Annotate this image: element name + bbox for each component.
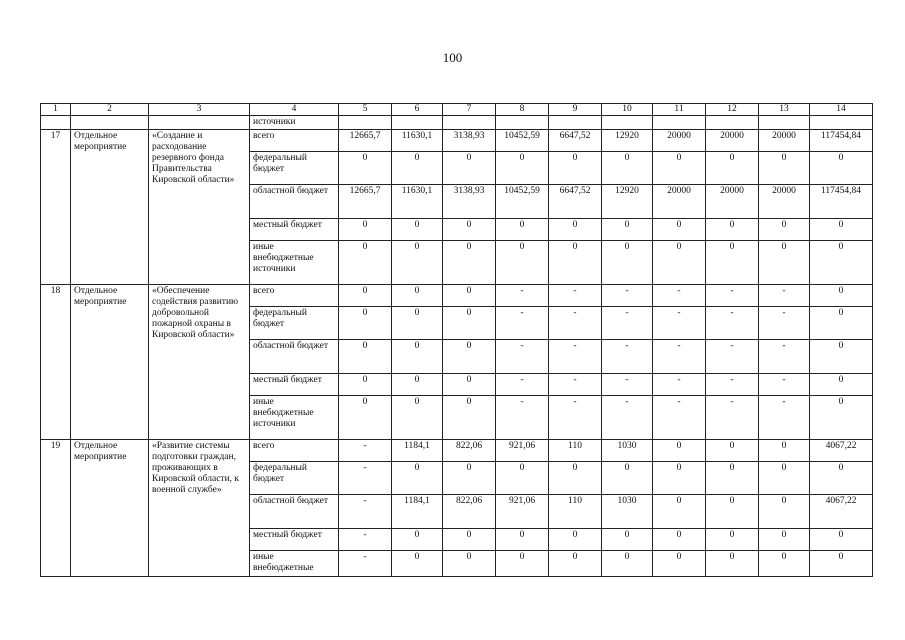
cell-value: - xyxy=(339,495,392,529)
cell-value: 0 xyxy=(443,219,496,241)
column-header-5: 5 xyxy=(339,104,392,116)
column-header-11: 11 xyxy=(653,104,706,116)
cell-value: - xyxy=(759,307,810,340)
header-row xyxy=(41,104,873,116)
cell-value: 0 xyxy=(653,529,706,551)
cell-value: 0 xyxy=(706,219,759,241)
cell-value: 1184,1 xyxy=(392,495,443,529)
cell-no: 18 xyxy=(41,285,71,440)
cell-source: иные внебюджетные xyxy=(250,551,339,577)
cell-value: 0 xyxy=(443,529,496,551)
table-row xyxy=(41,440,873,462)
cell-value: 0 xyxy=(339,307,392,340)
cell-name: «Развитие системы подготовки граждан, проживающих в Кировской области, к военной службе» xyxy=(149,440,250,577)
cell-name: «Обеспечение содействия развитию добровольной пожарной охраны в Кировской области» xyxy=(149,285,250,440)
cell-value: - xyxy=(759,396,810,440)
cell-value: 822,06 xyxy=(443,495,496,529)
column-header-7: 7 xyxy=(443,104,496,116)
cell-value: - xyxy=(602,396,653,440)
cell-value: 0 xyxy=(810,396,873,440)
cell-value: - xyxy=(549,307,602,340)
cell-value: 0 xyxy=(392,340,443,374)
cell-source: источники xyxy=(250,116,339,130)
cell-value: 0 xyxy=(706,152,759,185)
cell-value: 0 xyxy=(602,529,653,551)
cell-value: 6647,52 xyxy=(549,185,602,219)
column-header-10: 10 xyxy=(602,104,653,116)
cell-value: - xyxy=(496,374,549,396)
cell-value: 0 xyxy=(653,495,706,529)
cell-no: 19 xyxy=(41,440,71,577)
cell-value: 0 xyxy=(443,551,496,577)
column-header-6: 6 xyxy=(392,104,443,116)
cell-value: 1030 xyxy=(602,440,653,462)
cell-value: 0 xyxy=(810,551,873,577)
cell-value: 10452,59 xyxy=(496,130,549,152)
cell-value: 0 xyxy=(602,219,653,241)
column-header-1: 1 xyxy=(41,104,71,116)
cell-value: - xyxy=(602,307,653,340)
cell-source: федеральный бюджет xyxy=(250,462,339,495)
cell-value: 4067,22 xyxy=(810,440,873,462)
cell-value: 921,06 xyxy=(496,440,549,462)
cell-value: 0 xyxy=(392,374,443,396)
cell-no xyxy=(41,116,71,130)
cell-value: 0 xyxy=(759,440,810,462)
cell-value: 0 xyxy=(549,462,602,495)
cell-value: - xyxy=(549,340,602,374)
cell-value: 0 xyxy=(653,241,706,285)
column-header-14: 14 xyxy=(810,104,873,116)
cell-value: 0 xyxy=(706,551,759,577)
cell-value: - xyxy=(339,529,392,551)
cell-value: 0 xyxy=(810,307,873,340)
cell-value: - xyxy=(496,285,549,307)
cell-value: 0 xyxy=(392,551,443,577)
cell-source: всего xyxy=(250,130,339,152)
cell-source: местный бюджет xyxy=(250,219,339,241)
table-body xyxy=(41,116,873,577)
cell-value: 0 xyxy=(810,340,873,374)
cell-value: 0 xyxy=(759,219,810,241)
cell-value: 0 xyxy=(443,307,496,340)
cell-value: 0 xyxy=(496,241,549,285)
cell-value: 0 xyxy=(653,462,706,495)
cell-value: 0 xyxy=(706,529,759,551)
cell-value: 0 xyxy=(392,307,443,340)
cell-value: 0 xyxy=(496,551,549,577)
table-row xyxy=(41,285,873,307)
cell-name: «Создание и расходование резервного фонда Правительства Кировской области» xyxy=(149,130,250,285)
cell-value: 0 xyxy=(496,529,549,551)
cell-value: 0 xyxy=(339,374,392,396)
cell-value: - xyxy=(496,307,549,340)
cell-source: местный бюджет xyxy=(250,374,339,396)
cell-source: федеральный бюджет xyxy=(250,307,339,340)
cell-value: 0 xyxy=(810,241,873,285)
cell-source: всего xyxy=(250,440,339,462)
cell-value: 822,06 xyxy=(443,440,496,462)
cell-value: 20000 xyxy=(653,130,706,152)
cell-value: 0 xyxy=(759,152,810,185)
cell-value: 0 xyxy=(759,495,810,529)
cell-value: 0 xyxy=(443,152,496,185)
cell-value: - xyxy=(496,340,549,374)
column-header-4: 4 xyxy=(250,104,339,116)
cell-source: областной бюджет xyxy=(250,495,339,529)
cell-value: 0 xyxy=(443,462,496,495)
cell-value: 0 xyxy=(602,241,653,285)
cell-value: 0 xyxy=(339,396,392,440)
table-row xyxy=(41,130,873,152)
cell-value: 0 xyxy=(392,152,443,185)
cell-value: 0 xyxy=(549,241,602,285)
cell-value: 0 xyxy=(602,462,653,495)
cell-value: - xyxy=(706,396,759,440)
cell-value: 3138,93 xyxy=(443,185,496,219)
cell-value: 0 xyxy=(810,462,873,495)
funding-table xyxy=(40,103,873,577)
cell-source: областной бюджет xyxy=(250,185,339,219)
cell-value: 0 xyxy=(496,219,549,241)
cell-value: - xyxy=(602,285,653,307)
cell-name xyxy=(149,116,250,130)
cell-value: 110 xyxy=(549,440,602,462)
cell-value: 0 xyxy=(443,396,496,440)
cell-value: 0 xyxy=(653,219,706,241)
cell-value: - xyxy=(653,396,706,440)
cell-value: 0 xyxy=(443,285,496,307)
cell-value: 1184,1 xyxy=(392,440,443,462)
cell-value: 12665,7 xyxy=(339,185,392,219)
cell-value: 0 xyxy=(339,241,392,285)
cell-value: 0 xyxy=(392,462,443,495)
cell-value: 0 xyxy=(443,241,496,285)
cell-value: 0 xyxy=(602,551,653,577)
cell-value: - xyxy=(706,374,759,396)
cell-value: 12665,7 xyxy=(339,130,392,152)
cell-kind: Отдельное мероприятие xyxy=(71,285,149,440)
cell-value: - xyxy=(496,396,549,440)
column-header-9: 9 xyxy=(549,104,602,116)
cell-value: 0 xyxy=(392,285,443,307)
cell-value: - xyxy=(549,285,602,307)
cell-value: - xyxy=(759,340,810,374)
cell-value: 0 xyxy=(810,285,873,307)
cell-value: 0 xyxy=(496,152,549,185)
cell-no: 17 xyxy=(41,130,71,285)
column-header-8: 8 xyxy=(496,104,549,116)
cell-value: 0 xyxy=(549,551,602,577)
cell-value: 0 xyxy=(653,152,706,185)
cell-value: 0 xyxy=(392,219,443,241)
cell-value: - xyxy=(759,374,810,396)
cell-value: 0 xyxy=(602,152,653,185)
cell-value: - xyxy=(653,340,706,374)
cell-value: 0 xyxy=(810,374,873,396)
cell-value: - xyxy=(602,340,653,374)
cell-value: - xyxy=(759,285,810,307)
cell-value: 0 xyxy=(810,152,873,185)
cell-kind: Отдельное мероприятие xyxy=(71,130,149,285)
cell-value: - xyxy=(549,374,602,396)
cell-source: иные внебюджетные источники xyxy=(250,396,339,440)
cell-value: 6647,52 xyxy=(549,130,602,152)
cell-value: - xyxy=(653,307,706,340)
cell-source: местный бюджет xyxy=(250,529,339,551)
cell-value: 921,06 xyxy=(496,495,549,529)
cell-value: - xyxy=(653,285,706,307)
cell-value: 4067,22 xyxy=(810,495,873,529)
cell-value: 0 xyxy=(496,462,549,495)
cell-value: 20000 xyxy=(653,185,706,219)
cell-value: - xyxy=(549,396,602,440)
cell-value: 0 xyxy=(706,241,759,285)
cell-value: 12920 xyxy=(602,185,653,219)
cell-value: 117454,84 xyxy=(810,130,873,152)
cell-source: областной бюджет xyxy=(250,340,339,374)
cell-value: - xyxy=(706,307,759,340)
cell-value: 20000 xyxy=(706,185,759,219)
cell-value: 10452,59 xyxy=(496,185,549,219)
column-header-12: 12 xyxy=(706,104,759,116)
cell-value: 117454,84 xyxy=(810,185,873,219)
continuation-row xyxy=(41,116,873,130)
cell-value: 20000 xyxy=(706,130,759,152)
cell-value: - xyxy=(602,374,653,396)
column-header-2: 2 xyxy=(71,104,149,116)
cell-value: - xyxy=(339,551,392,577)
cell-value: 0 xyxy=(549,219,602,241)
cell-value: - xyxy=(339,462,392,495)
cell-value: 20000 xyxy=(759,185,810,219)
cell-value: - xyxy=(706,340,759,374)
cell-value: 0 xyxy=(759,529,810,551)
cell-value: 0 xyxy=(759,462,810,495)
cell-value: 1030 xyxy=(602,495,653,529)
cell-value: 0 xyxy=(759,241,810,285)
cell-value: 0 xyxy=(706,462,759,495)
column-header-3: 3 xyxy=(149,104,250,116)
cell-value: 0 xyxy=(339,340,392,374)
cell-value: 0 xyxy=(810,529,873,551)
table-header xyxy=(41,104,873,116)
cell-value: 0 xyxy=(653,440,706,462)
cell-value: 0 xyxy=(392,529,443,551)
cell-value: 0 xyxy=(443,340,496,374)
cell-value: 0 xyxy=(706,495,759,529)
cell-value: 0 xyxy=(810,219,873,241)
cell-value: 11630,1 xyxy=(392,185,443,219)
cell-value: 3138,93 xyxy=(443,130,496,152)
cell-value: 0 xyxy=(339,219,392,241)
cell-source: федеральный бюджет xyxy=(250,152,339,185)
cell-value: - xyxy=(653,374,706,396)
cell-value: 110 xyxy=(549,495,602,529)
cell-kind xyxy=(71,116,149,130)
cell-source: всего xyxy=(250,285,339,307)
cell-value: - xyxy=(706,285,759,307)
column-header-13: 13 xyxy=(759,104,810,116)
cell-value: 0 xyxy=(759,551,810,577)
cell-value: 0 xyxy=(392,396,443,440)
cell-value: 0 xyxy=(549,152,602,185)
cell-value: 0 xyxy=(653,551,706,577)
cell-value: 20000 xyxy=(759,130,810,152)
page-number: 100 xyxy=(442,50,463,65)
cell-value: 0 xyxy=(443,374,496,396)
cell-source: иные внебюджетные источники xyxy=(250,241,339,285)
cell-value: 0 xyxy=(706,440,759,462)
cell-kind: Отдельное мероприятие xyxy=(71,440,149,577)
cell-value: 0 xyxy=(339,152,392,185)
cell-value: 11630,1 xyxy=(392,130,443,152)
cell-value: - xyxy=(339,440,392,462)
cell-value: 0 xyxy=(339,285,392,307)
cell-value: 0 xyxy=(549,529,602,551)
cell-value: 0 xyxy=(392,241,443,285)
cell-value: 12920 xyxy=(602,130,653,152)
